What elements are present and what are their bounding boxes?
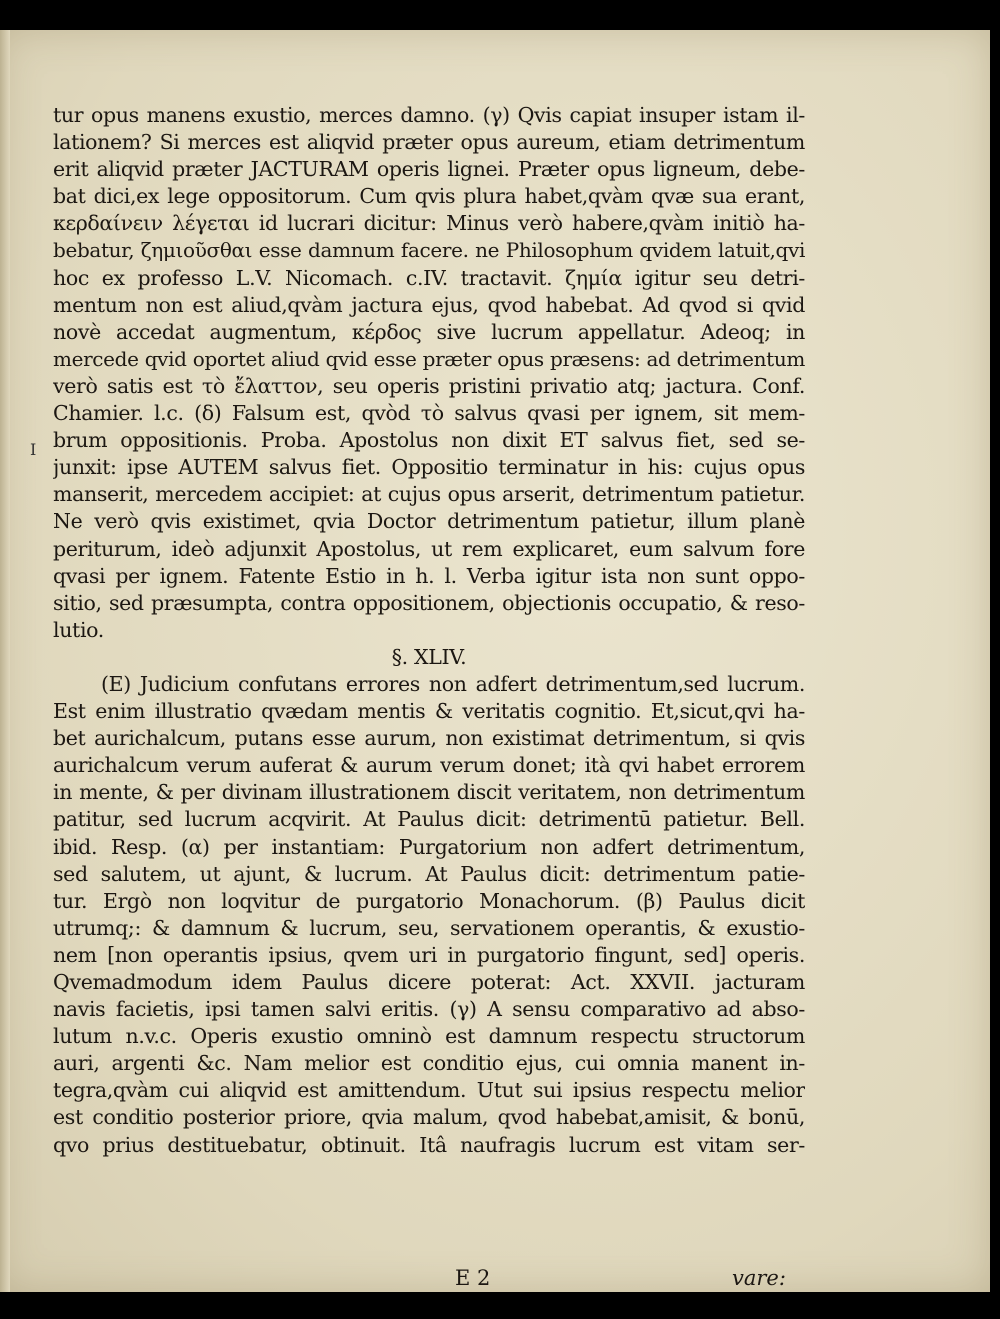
text-line: Chamier. l.c. (δ) Falsum est, qvòd τὸ salvus qvasi per ignem, sit mem- [53,401,805,426]
text-line: qvasi per ignem. Fatente Estio in h. l. Verba igitur ista non sunt oppo- [53,563,805,588]
text-line: patitur, sed lucrum acqvirit. At Paulus dicit: detrimentū patietur. Bell. [53,807,805,832]
text-line: lationem? Si merces est aliqvid præter opus aureum, etiam detrimentum [53,130,805,155]
catchword: vare: [732,1266,786,1290]
page-footer [0,1266,990,1296]
text-line: bat dici,ex lege oppositorum. Cum qvis plura habet,qvàm qvæ sua erant, [53,184,805,209]
text-line: lutio. [53,617,104,642]
section-heading: §. XLIV. [391,644,467,669]
text-line: aurichalcum verum auferat & aurum verum donet; ità qvi habet errorem [53,753,805,778]
text-line: bebatur, ζημιοῦσθαι esse damnum facere. ne Philosophum qvidem latuit,qvi [53,238,805,263]
signature-mark: E 2 [455,1266,491,1290]
text-line: nem [non operantis ipsius, qvem uri in purgatorio fingunt, sed] operis. [53,942,805,967]
paragraph-start: (E) Judicium confutans errores non adfert detrimentum,sed lucrum. [101,671,805,696]
text-line: mentum non est aliud,qvàm jactura ejus, qvod habebat. Ad qvod si qvid [53,292,805,317]
text-line: auri, argenti &c. Nam melior est conditio ejus, cui omnia manent in- [53,1051,805,1076]
text-line: est conditio posterior priore, qvia malum, qvod habebat,amisit, & bonū, [53,1105,805,1130]
text-line: utrumq;: & damnum & lucrum, seu, servationem operantis, & exustio- [53,915,805,940]
text-line: brum oppositionis. Proba. Apostolus non dixit ET salvus fiet, sed se- [53,428,805,453]
text-line: navis facietis, ipsi tamen salvi eritis. (γ) A sensu comparativo ad abso- [53,997,805,1022]
text-line: sed salutem, ut ajunt, & lucrum. At Paulus dicit: detrimentum patie- [53,861,805,886]
text-line: mercede qvid oportet aliud qvid esse præter opus præsens: ad detrimentum [53,346,805,371]
text-line: tur opus manens exustio, merces damno. (γ) Qvis capiat insuper istam il- [53,103,805,127]
page-gutter [0,30,10,1292]
text-line: bet aurichalcum, putans esse aurum, non existimat detrimentum, si qvis [53,726,805,751]
text-line: Est enim illustratio qvædam mentis & veritatis cognitio. Et,sicut,qvi ha- [53,699,805,724]
text-line: Qvemadmodum idem Paulus dicere poterat: Act. XXVII. jacturam [53,970,805,994]
text-line: Ne verò qvis existimet, qvia Doctor detrimentum patietur, illum planè [53,509,805,534]
text-line: tur. Ergò non loqvitur de purgatorio Monachorum. (β) Paulus dicit [53,888,805,913]
text-line: junxit: ipse AUTEM salvus fiet. Oppositio terminatur in his: cujus opus [53,455,805,480]
text-line: sitio, sed præsumpta, contra oppositionem, objectionis occupatio, & reso- [53,590,805,615]
text-line: ibid. Resp. (α) per instantiam: Purgatorium non adfert detrimentum, [53,834,805,859]
text-line: in mente, & per divinam illustrationem discit veritatem, non detrimentum [53,780,805,805]
text-line: periturum, ideò adjunxit Apostolus, ut rem explicaret, eum salvum fore [53,536,805,561]
margin-mark: I [30,440,37,459]
text-line: novè accedat augmentum, κέρδος sive lucrum appellatur. Adeoq; in [53,319,805,344]
text-line: lutum n.v.c. Operis exustio omninò est damnum respectu structorum [53,1024,805,1049]
page-text-block [53,102,805,1159]
text-line: qvo prius destituebatur, obtinuit. Itâ naufragis lucrum est vitam ser- [53,1132,805,1157]
text-line: erit aliqvid præter JACTURAM operis lignei. Præter opus ligneum, debe- [53,157,805,182]
text-line: κερδαίνειν λέγεται id lucrari dicitur: Minus verò habere,qvàm initiò ha- [53,211,805,236]
text-line: verò satis est τὸ ἔλαττον, seu operis pristini privatio atq; jactura. Conf. [53,373,805,398]
text-line: tegra,qvàm cui aliqvid est amittendum. Utut sui ipsius respectu melior [53,1078,805,1103]
book-page [0,30,990,1292]
text-line: hoc ex professo L.V. Nicomach. c.IV. tractavit. ζημία igitur seu detri- [53,265,805,290]
text-line: manserit, mercedem accipiet: at cujus opus arserit, detrimentum patietur. [53,482,805,507]
